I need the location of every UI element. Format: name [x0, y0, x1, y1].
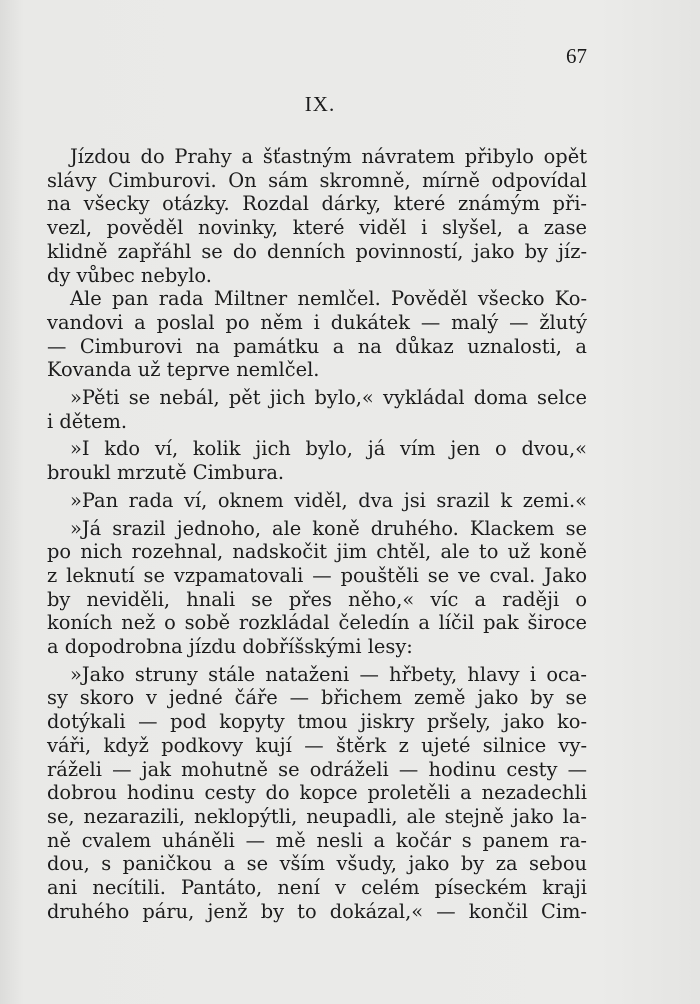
text-line: dy vůbec nebylo. — [47, 263, 212, 287]
text-line: Jízdou do Prahy a šťastným návratem přibylo opět — [70, 145, 587, 168]
text-line: dotýkali — pod kopyty tmou jiskry pršely, jako ko- — [47, 710, 587, 734]
text-line: Ale pan rada Miltner nemlčel. Pověděl všecko Ko- — [70, 287, 587, 311]
text-line: na všecky otázky. Rozdal dárky, které známým při- — [47, 192, 587, 216]
text-line: broukl mrzutě Cimbura. — [47, 461, 285, 485]
text-line: sy skoro v jedné čáře — břichem země jako by se — [47, 686, 587, 710]
body-text — [47, 145, 587, 924]
text-line: z leknutí se vzpamatovali — pouštěli se ve cval. Jako — [47, 563, 587, 587]
text-line: »Já srazil jednoho, ale koně druhého. Klackem se — [70, 516, 587, 540]
text-line: »I kdo ví, kolik jich bylo, já vím jen o dvou,« — [70, 437, 587, 461]
text-line: a dopodrobna jízdu dobříšskými lesy: — [47, 635, 413, 659]
page-number: 67 — [566, 44, 587, 68]
text-line: dobrou hodinu cesty do kopce proletěli a nezadechli — [47, 781, 587, 805]
text-line: dou, s paničkou a se vším všudy, jako by za sebou — [47, 852, 587, 876]
text-line: »Jako struny stále nataženi — hřbety, hlavy i oca- — [70, 662, 587, 686]
text-line: »Pan rada ví, oknem viděl, dva jsi srazil k zemi.« — [70, 488, 587, 512]
text-line: by neviděli, hnali se přes něho,« víc a raději o — [47, 587, 587, 611]
text-line: — Cimburovi na památku a na důkaz uznalosti, a — [47, 334, 587, 358]
chapter-heading: IX. — [304, 92, 336, 116]
text-line: Kovanda už teprve nemlčel. — [47, 358, 320, 382]
text-line: klidně zapřáhl se do denních povinností, jako by jíz- — [47, 239, 587, 263]
text-line: vandovi a poslal po něm i dukátek — malý — žlutý — [47, 310, 587, 334]
text-line: se, nezarazili, neklopýtli, neupadli, ale stejně jako la- — [47, 804, 587, 828]
text-line: koních než o sobě rozkládal čeledín a líčil pak široce — [47, 611, 587, 635]
text-line: »Pěti se nebál, pět jich bylo,« vykládal doma selce — [70, 386, 587, 410]
text-line: slávy Cimburovi. On sám skromně, mírně odpovídal — [47, 168, 587, 192]
text-line: i dětem. — [47, 409, 128, 433]
text-line: ani necítili. Pantáto, není v celém píseckém kraji — [47, 876, 587, 900]
text-line: váři, když podkovy kují — štěrk z ujeté silnice vy- — [47, 733, 587, 757]
text-line: ně cvalem uháněli — mě nesli a kočár s panem ra- — [47, 828, 587, 852]
text-line: vezl, pověděl novinky, které viděl i slyšel, a zase — [47, 216, 587, 240]
text-line: druhého páru, jenž by to dokázal,« — končil Cim- — [47, 899, 587, 923]
text-line: ráželi — jak mohutně se odráželi — hodinu cesty — — [47, 757, 587, 781]
text-line: po nich rozehnal, nadskočit jim chtěl, ale to už koně — [47, 540, 587, 564]
